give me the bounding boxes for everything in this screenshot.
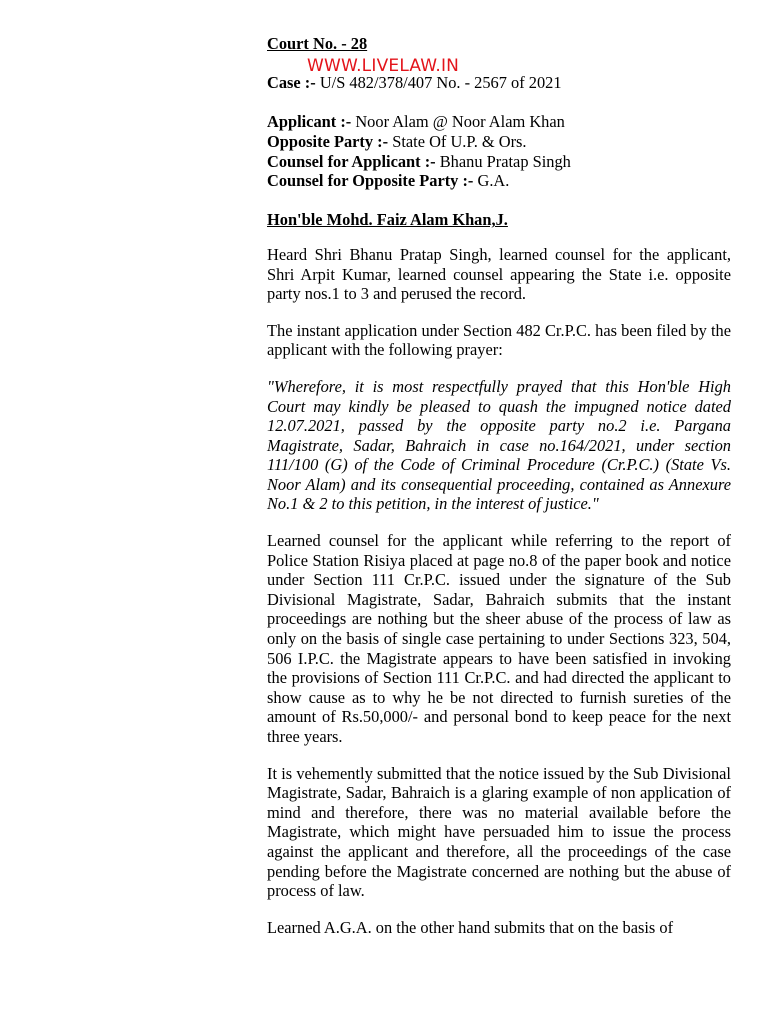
counsel-opposite-value: G.A. xyxy=(477,171,510,191)
livelaw-watermark: WWW.LIVELAW.IN xyxy=(307,56,460,76)
case-line xyxy=(267,73,731,93)
court-number: Court No. - 28 xyxy=(267,34,368,53)
opposite-party-value: State Of U.P. & Ors. xyxy=(392,131,527,151)
opposite-party-label: Opposite Party :- xyxy=(267,131,389,151)
paragraph: Learned counsel for the applicant while referring to the report of Police Station Risiya placed at page no.8 of the paper book and notice under Section 111 Cr.P.C. issued under the signature of the Sub Divisional Magistrate, Sadar, Bahraich submits that the instant proceedings are nothing but the sheer abuse of the process of law as only on the basis of single case pertaining to under Sections 323, 504, 506 I.P.C. the Magistrate appears to have been satisfied in invoking the provisions of Section 111 Cr.P.C. and had directed the applicant to show cause as to why he be not directed to furnish sureties of the amount of Rs.50,000/- and personal bond to keep peace for the next three years. xyxy=(267,531,731,746)
counsel-applicant-value: Bhanu Pratap Singh xyxy=(439,151,571,171)
paragraph: The instant application under Section 482 Cr.P.C. has been filed by the applicant with the following prayer: xyxy=(267,320,731,360)
applicant-value: Noor Alam @ Noor Alam Khan xyxy=(355,112,565,132)
counsel-applicant-label: Counsel for Applicant :- xyxy=(267,151,436,171)
paragraph: Heard Shri Bhanu Pratap Singh, learned counsel for the applicant, Shri Arpit Kumar, learned counsel appearing the State i.e. opposite party nos.1 to 3 and perused the record. xyxy=(267,244,731,304)
paragraph: Learned A.G.A. on the other hand submits that on the basis of xyxy=(267,917,674,937)
order-page xyxy=(267,34,731,937)
applicant-label: Applicant :- xyxy=(267,112,352,132)
case-label: Case :- xyxy=(267,73,316,93)
counsel-applicant-line xyxy=(267,152,731,172)
prayer-quote: "Wherefore, it is most respectfully prayed that this Hon'ble High Court may kindly be pleased to quash the impugned notice dated 12.07.2021, passed by the opposite party no.2 i.e. Pargana Magistrate, Sadar, Bahraich in case no.164/2021, under section 111/100 (G) of the Code of Criminal Procedure (Cr.P.C.) (State Vs. Noor Alam) and its consequential proceeding, contained as Annexure No.1 & 2 to this petition, in the interest of justice." xyxy=(267,376,731,514)
paragraph: It is vehemently submitted that the notice issued by the Sub Divisional Magistrate, Sadar, Bahraich is a glaring example of non application of mind and therefore, there was no material available before the Magistrate, which might have persuaded him to issue the process against the applicant and therefore, all the proceedings of the case pending before the Magistrate concerned are nothing but the abuse of process of law. xyxy=(267,763,731,901)
opposite-party-line xyxy=(267,132,731,152)
applicant-line xyxy=(267,112,731,132)
counsel-opposite-label: Counsel for Opposite Party :- xyxy=(267,171,474,191)
case-value: U/S 482/378/407 No. - 2567 of 2021 xyxy=(319,73,562,93)
judge-name: Hon'ble Mohd. Faiz Alam Khan,J. xyxy=(267,210,508,230)
counsel-opposite-line xyxy=(267,171,731,191)
